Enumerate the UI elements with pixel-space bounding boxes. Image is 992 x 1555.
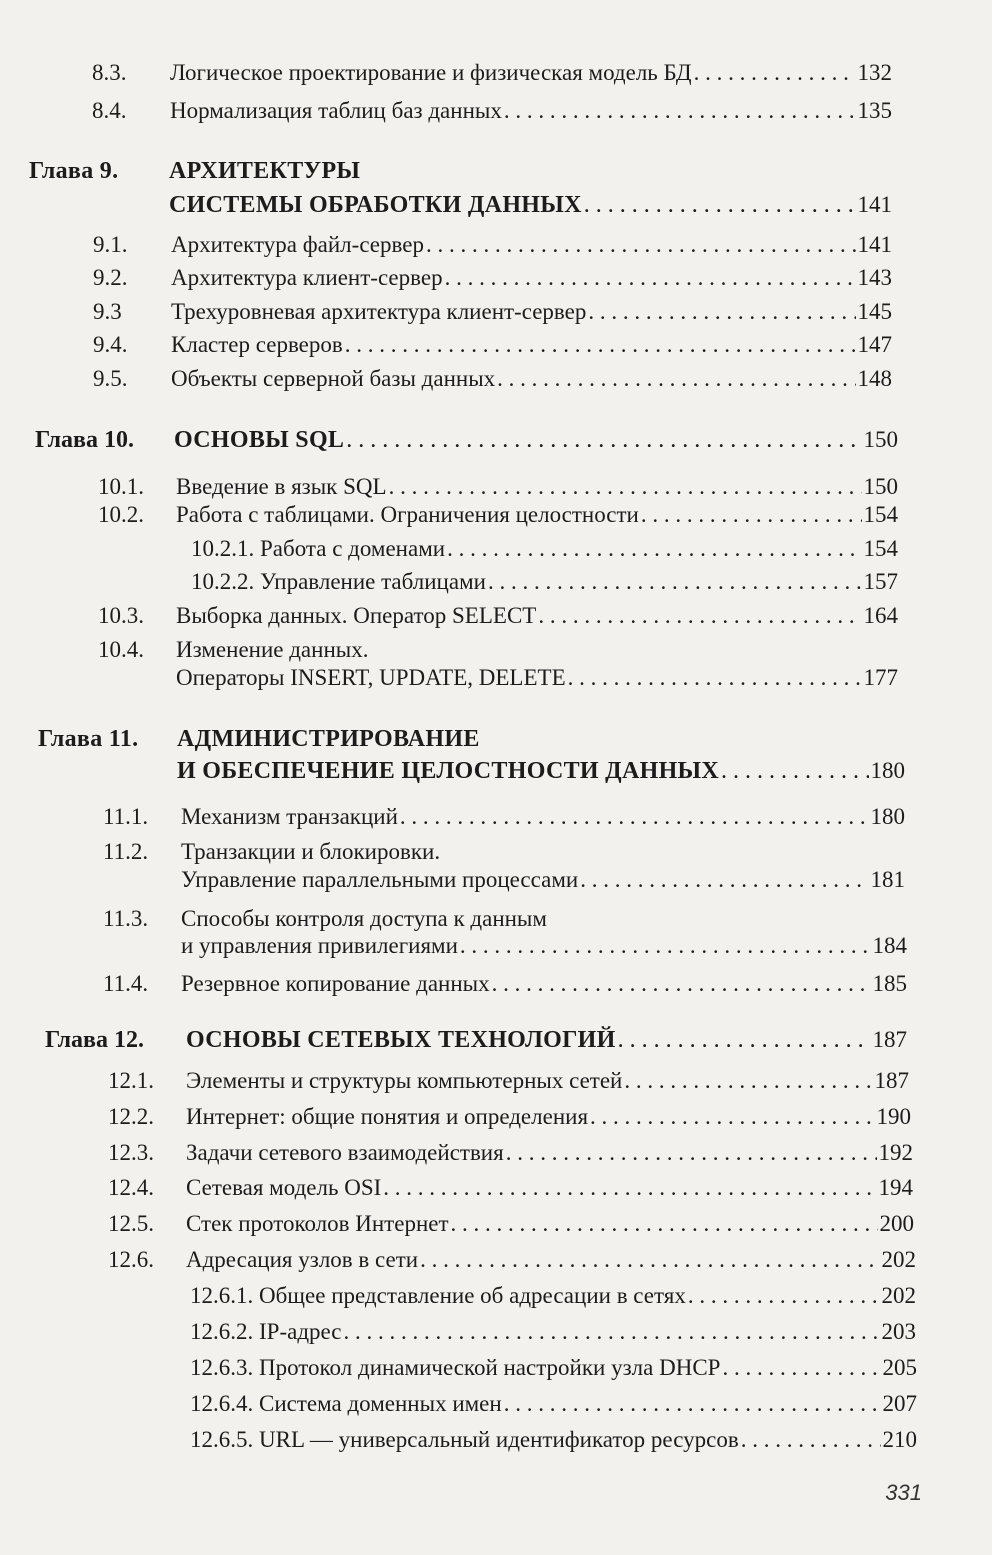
- toc-entry-9-4: [93, 329, 892, 361]
- toc-entry-11-3: [181, 930, 907, 962]
- leader-dots: [694, 57, 856, 89]
- section-number-11-3: 11.3.: [103, 906, 149, 931]
- chapter-title: ОСНОВЫ SQL: [174, 427, 345, 453]
- toc-entry-10-2-2: [191, 566, 898, 598]
- toc-entry-12-5: [108, 1208, 914, 1240]
- section-title-11-3-line1: Способы контроля доступа к данным: [181, 906, 547, 931]
- section-number: 9.1.: [93, 232, 128, 257]
- section-number: 10.2.: [98, 502, 144, 527]
- section-number: 12.5.: [108, 1211, 154, 1236]
- section-title: Интернет: общие понятия и определения: [186, 1104, 589, 1129]
- section-title: Логическое проектирование и физическая модель БД: [170, 60, 692, 85]
- section-title: Адресация узлов в сети: [186, 1247, 419, 1272]
- leader-dots: [584, 189, 856, 221]
- leader-dots: [488, 566, 862, 598]
- chapter-9-title-line1: АРХИТЕКТУРЫ: [169, 158, 361, 184]
- toc-entry-12-4: [108, 1172, 913, 1204]
- section-number: 9.4.: [93, 332, 128, 357]
- section-number: 9.5.: [93, 366, 128, 391]
- leader-dots: [590, 1101, 874, 1133]
- toc-entry-chapter-9: [169, 189, 892, 221]
- section-title: 12.6.2. IP-адрес: [190, 1319, 342, 1344]
- page-number: 187: [874, 1068, 909, 1093]
- leader-dots: [426, 229, 856, 261]
- section-title: Архитектура клиент-сервер: [171, 265, 443, 290]
- toc-entry-12-6-4: [190, 1388, 917, 1420]
- section-title: Резервное копирование данных: [181, 971, 490, 996]
- page-number: 181: [870, 867, 905, 892]
- section-title: Управление параллельными процессами: [181, 867, 579, 892]
- section-title: Объекты серверной базы данных: [171, 366, 496, 391]
- leader-dots: [721, 755, 868, 787]
- toc-entry-10-2: [98, 499, 898, 531]
- page-number: 148: [857, 366, 892, 391]
- page-folio: 331: [885, 1480, 922, 1505]
- page-number: 205: [882, 1355, 917, 1380]
- page-number: 135: [857, 98, 892, 123]
- section-title: и управления привилегиями: [181, 933, 458, 958]
- section-title: Нормализация таблиц баз данных: [170, 98, 502, 123]
- leader-dots: [580, 864, 868, 896]
- leader-dots: [460, 930, 871, 962]
- leader-dots: [344, 1316, 880, 1348]
- toc-entry-9-3: [93, 296, 892, 328]
- section-title: 10.2.2. Управление таблицами: [191, 569, 486, 594]
- toc-entry-8-3: [92, 57, 892, 89]
- leader-dots: [383, 1172, 876, 1204]
- toc-entry-10-2-1: [191, 533, 898, 565]
- page-number: 203: [881, 1319, 916, 1344]
- page-number: 150: [863, 474, 898, 499]
- page-number: 210: [882, 1427, 917, 1452]
- toc-entry-10-4: [176, 662, 898, 694]
- page-number: 145: [857, 299, 892, 324]
- section-number: 12.2.: [108, 1104, 154, 1129]
- page-number: 202: [881, 1283, 916, 1308]
- section-title: Введение в язык SQL: [176, 474, 387, 499]
- leader-dots: [497, 363, 855, 395]
- section-title: Выборка данных. Оператор SELECT: [176, 603, 537, 628]
- page-number: 190: [876, 1104, 911, 1129]
- toc-entry-chapter-12: [45, 1024, 907, 1056]
- toc-entry-9-5: [93, 363, 892, 395]
- section-title: Архитектура файл-сервер: [171, 232, 424, 257]
- chapter-11-label: Глава 11.: [38, 726, 139, 752]
- toc-entry-12-3: [108, 1137, 913, 1169]
- toc-entry-12-6-5: [190, 1424, 917, 1456]
- leader-dots: [447, 533, 861, 565]
- section-title: 12.6.1. Общее представление об адресации в сетях: [190, 1283, 686, 1308]
- page-number: 154: [863, 536, 898, 561]
- leader-dots: [445, 262, 856, 294]
- toc-entry-12-1: [108, 1065, 909, 1097]
- leader-dots: [492, 968, 871, 1000]
- chapter-11-title-line1: АДМИНИСТРИРОВАНИЕ: [177, 726, 480, 752]
- leader-dots: [345, 329, 856, 361]
- chapter-title: СИСТЕМЫ ОБРАБОТКИ ДАННЫХ: [169, 192, 582, 218]
- page-number: 194: [878, 1175, 913, 1200]
- section-title: Механизм транзакций: [181, 804, 398, 829]
- section-number-10-4: 10.4.: [98, 637, 144, 662]
- page-number: 132: [857, 60, 892, 85]
- section-title: Задачи сетевого взаимодействия: [186, 1140, 504, 1165]
- page-number: 202: [881, 1247, 916, 1272]
- leader-dots: [624, 1065, 872, 1097]
- leader-dots: [641, 499, 862, 531]
- leader-dots: [420, 1244, 879, 1276]
- section-number: 12.4.: [108, 1175, 154, 1200]
- toc-entry-9-2: [93, 262, 892, 294]
- chapter-label: Глава 10.: [35, 427, 134, 453]
- section-title: 12.6.5. URL — универсальный идентификатор ресурсов: [190, 1427, 739, 1452]
- page-number: 157: [863, 569, 898, 594]
- leader-dots: [741, 1424, 881, 1456]
- page-number: 207: [882, 1391, 917, 1416]
- toc-entry-8-4: [92, 95, 892, 127]
- chapter-label: Глава 12.: [45, 1027, 144, 1053]
- toc-entry-11-4: [103, 968, 907, 1000]
- toc-entry-11-2: [181, 864, 905, 896]
- section-number: 12.1.: [108, 1068, 154, 1093]
- section-number-11-2: 11.2.: [103, 839, 149, 864]
- page-number: 143: [857, 265, 892, 290]
- leader-dots: [538, 600, 861, 632]
- toc-entry-chapter-11: [177, 755, 905, 787]
- page-number: 147: [857, 332, 892, 357]
- section-number: 9.3: [93, 299, 122, 324]
- section-number: 8.3.: [92, 60, 127, 85]
- section-title: Операторы INSERT, UPDATE, DELETE: [176, 665, 566, 690]
- section-title: Работа с таблицами. Ограничения целостности: [176, 502, 639, 527]
- section-title: 12.6.4. Система доменных имен: [190, 1391, 502, 1416]
- page-number: 154: [863, 502, 898, 527]
- leader-dots: [346, 424, 861, 456]
- page-number: 180: [870, 804, 905, 829]
- section-title: Трехуровневая архитектура клиент-сервер: [171, 299, 587, 324]
- section-number: 11.4.: [103, 971, 149, 996]
- section-title: Сетевая модель OSI: [186, 1175, 382, 1200]
- toc-entry-10-3: [98, 600, 898, 632]
- leader-dots: [722, 1352, 880, 1384]
- leader-dots: [506, 1137, 877, 1169]
- leader-dots: [504, 95, 856, 127]
- page-number: 177: [863, 665, 898, 690]
- page-number: 192: [878, 1140, 913, 1165]
- page-number: 141: [857, 232, 892, 257]
- section-title-10-4-line1: Изменение данных.: [176, 637, 369, 662]
- section-number: 10.1.: [98, 474, 144, 499]
- section-number: 10.3.: [98, 603, 144, 628]
- leader-dots: [688, 1280, 880, 1312]
- section-title: Кластер серверов: [171, 332, 343, 357]
- section-number: 11.1.: [103, 804, 149, 829]
- toc-entry-chapter-10: [35, 424, 898, 456]
- chapter-title: ОСНОВЫ СЕТЕВЫХ ТЕХНОЛОГИЙ: [186, 1027, 616, 1053]
- toc-entry-9-1: [93, 229, 892, 261]
- page-number: 184: [872, 933, 907, 958]
- toc-entry-12-6-1: [190, 1280, 916, 1312]
- leader-dots: [588, 296, 855, 328]
- toc-entry-12-2: [108, 1101, 911, 1133]
- chapter-title: И ОБЕСПЕЧЕНИЕ ЦЕЛОСТНОСТИ ДАННЫХ: [177, 758, 720, 784]
- toc-entry-11-1: [103, 801, 905, 833]
- section-title: 10.2.1. Работа с доменами: [191, 536, 446, 561]
- page-number: 180: [870, 758, 905, 783]
- leader-dots: [504, 1388, 881, 1420]
- section-number: 12.6.: [108, 1247, 154, 1272]
- toc-entry-12-6-3: [190, 1352, 917, 1384]
- section-number: 12.3.: [108, 1140, 154, 1165]
- page-number: 164: [863, 603, 898, 628]
- toc-entry-12-6: [108, 1244, 916, 1276]
- chapter-9-label: Глава 9.: [29, 158, 119, 184]
- leader-dots: [568, 662, 862, 694]
- leader-dots: [618, 1024, 871, 1056]
- page-number: 141: [857, 192, 892, 217]
- page-number: 185: [872, 971, 907, 996]
- leader-dots: [451, 1208, 878, 1240]
- toc-entry-12-6-2: [190, 1316, 916, 1348]
- section-number: 9.2.: [93, 265, 128, 290]
- section-title: 12.6.3. Протокол динамической настройки узла DHCP: [190, 1355, 721, 1380]
- page-number: 150: [863, 427, 898, 452]
- section-title: Элементы и структуры компьютерных сетей: [186, 1068, 623, 1093]
- leader-dots: [400, 801, 869, 833]
- section-title-11-2-line1: Транзакции и блокировки.: [181, 839, 441, 864]
- section-number: 8.4.: [92, 98, 127, 123]
- section-title: Стек протоколов Интернет: [186, 1211, 449, 1236]
- page-number: 187: [872, 1027, 907, 1052]
- page-number: 200: [879, 1211, 914, 1236]
